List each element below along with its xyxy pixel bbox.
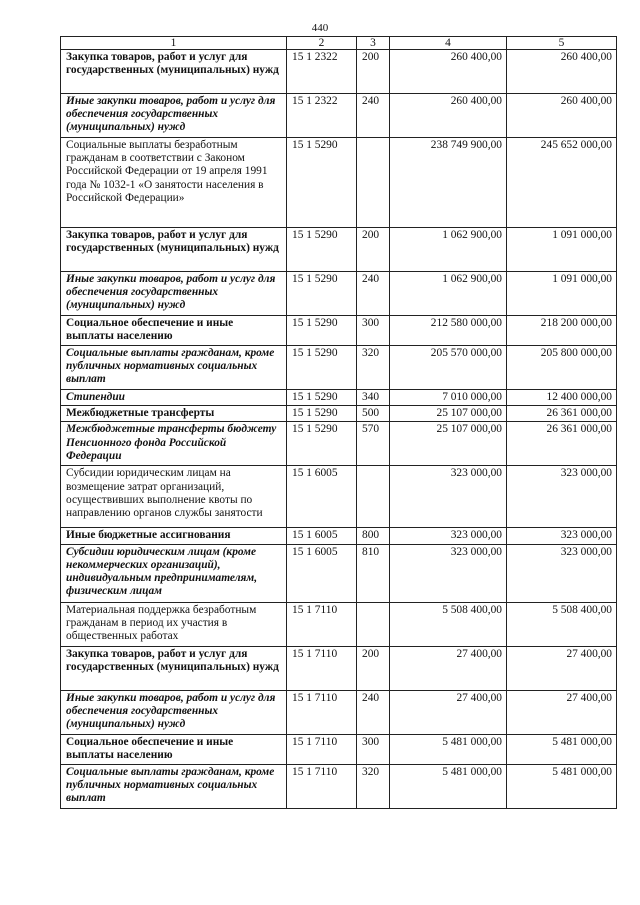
row-amount-year1: 7 010 000,00	[390, 390, 507, 406]
row-amount-year1: 323 000,00	[390, 528, 507, 544]
row-expense-type: 300	[357, 734, 390, 764]
column-header-3: 3	[357, 37, 390, 50]
column-header-1: 1	[61, 37, 287, 50]
row-amount-year2: 323 000,00	[507, 544, 617, 602]
row-amount-year1: 260 400,00	[390, 50, 507, 94]
row-amount-year1: 25 107 000,00	[390, 406, 507, 422]
row-code: 15 1 5290	[287, 228, 357, 272]
row-code: 15 1 5290	[287, 346, 357, 390]
table-row	[61, 544, 617, 602]
row-name: Межбюджетные трансферты бюджету Пенсионного фонда Российской Федерации	[61, 422, 287, 466]
row-expense-type: 200	[357, 50, 390, 94]
row-amount-year2: 245 652 000,00	[507, 138, 617, 228]
column-header-4: 4	[390, 37, 507, 50]
row-expense-type	[357, 138, 390, 228]
row-amount-year1: 260 400,00	[390, 94, 507, 138]
row-code: 15 1 5290	[287, 422, 357, 466]
row-amount-year1: 1 062 900,00	[390, 272, 507, 316]
row-name: Иные закупки товаров, работ и услуг для обеспечения государственных (муниципальных) нужд	[61, 94, 287, 138]
row-expense-type: 300	[357, 316, 390, 346]
row-amount-year2: 260 400,00	[507, 50, 617, 94]
row-name: Закупка товаров, работ и услуг для государственных (муниципальных) нужд	[61, 228, 287, 272]
table-row	[61, 764, 617, 808]
row-expense-type: 810	[357, 544, 390, 602]
table-row	[61, 734, 617, 764]
row-amount-year2: 5 508 400,00	[507, 602, 617, 646]
row-expense-type: 240	[357, 690, 390, 734]
table-row	[61, 316, 617, 346]
table-row	[61, 272, 617, 316]
row-amount-year2: 26 361 000,00	[507, 422, 617, 466]
row-expense-type	[357, 602, 390, 646]
row-expense-type	[357, 466, 390, 528]
row-amount-year2: 1 091 000,00	[507, 228, 617, 272]
row-amount-year2: 218 200 000,00	[507, 316, 617, 346]
row-code: 15 1 7110	[287, 646, 357, 690]
row-name: Иные закупки товаров, работ и услуг для обеспечения государственных (муниципальных) нужд	[61, 272, 287, 316]
row-expense-type: 240	[357, 94, 390, 138]
row-code: 15 1 7110	[287, 734, 357, 764]
row-amount-year2: 205 800 000,00	[507, 346, 617, 390]
row-code: 15 1 7110	[287, 764, 357, 808]
row-code: 15 1 5290	[287, 316, 357, 346]
table-row	[61, 50, 617, 94]
row-name: Закупка товаров, работ и услуг для государственных (муниципальных) нужд	[61, 50, 287, 94]
row-expense-type: 320	[357, 346, 390, 390]
row-code: 15 1 5290	[287, 272, 357, 316]
row-amount-year1: 205 570 000,00	[390, 346, 507, 390]
row-code: 15 1 2322	[287, 50, 357, 94]
row-expense-type: 340	[357, 390, 390, 406]
row-amount-year1: 1 062 900,00	[390, 228, 507, 272]
table-row	[61, 406, 617, 422]
table-row	[61, 528, 617, 544]
row-name: Социальные выплаты гражданам, кроме публичных нормативных социальных выплат	[61, 764, 287, 808]
table-header-row	[61, 37, 617, 50]
row-expense-type: 800	[357, 528, 390, 544]
row-name: Социальное обеспечение и иные выплаты населению	[61, 316, 287, 346]
budget-table	[60, 36, 617, 809]
row-code: 15 1 6005	[287, 544, 357, 602]
row-name: Материальная поддержка безработным гражданам в период их участия в общественных работах	[61, 602, 287, 646]
row-code: 15 1 7110	[287, 690, 357, 734]
row-amount-year2: 5 481 000,00	[507, 734, 617, 764]
row-amount-year1: 5 481 000,00	[390, 734, 507, 764]
row-amount-year1: 5 481 000,00	[390, 764, 507, 808]
table-row	[61, 466, 617, 528]
row-code: 15 1 5290	[287, 138, 357, 228]
row-code: 15 1 2322	[287, 94, 357, 138]
row-amount-year1: 238 749 900,00	[390, 138, 507, 228]
row-amount-year1: 323 000,00	[390, 466, 507, 528]
row-name: Стипендии	[61, 390, 287, 406]
table-row	[61, 138, 617, 228]
row-name: Межбюджетные трансферты	[61, 406, 287, 422]
row-amount-year1: 25 107 000,00	[390, 422, 507, 466]
row-amount-year1: 27 400,00	[390, 690, 507, 734]
table-row	[61, 602, 617, 646]
row-name: Субсидии юридическим лицам (кроме некоммерческих организаций), индивидуальным предпринимателям, физическим лицам	[61, 544, 287, 602]
column-header-5: 5	[507, 37, 617, 50]
table-row	[61, 422, 617, 466]
table-row	[61, 94, 617, 138]
table-row	[61, 690, 617, 734]
row-code: 15 1 6005	[287, 466, 357, 528]
row-name: Иные закупки товаров, работ и услуг для обеспечения государственных (муниципальных) нужд	[61, 690, 287, 734]
row-name: Социальное обеспечение и иные выплаты населению	[61, 734, 287, 764]
row-code: 15 1 7110	[287, 602, 357, 646]
row-expense-type: 200	[357, 646, 390, 690]
row-name: Социальные выплаты гражданам, кроме публичных нормативных социальных выплат	[61, 346, 287, 390]
row-name: Иные бюджетные ассигнования	[61, 528, 287, 544]
row-name: Субсидии юридическим лицам на возмещение затрат организаций, осуществивших выполнение квоты по направлению органов службы занятости	[61, 466, 287, 528]
row-amount-year1: 212 580 000,00	[390, 316, 507, 346]
row-expense-type: 500	[357, 406, 390, 422]
row-expense-type: 570	[357, 422, 390, 466]
row-amount-year1: 27 400,00	[390, 646, 507, 690]
table-row	[61, 390, 617, 406]
page-number: 440	[311, 22, 329, 34]
table-row	[61, 346, 617, 390]
row-amount-year2: 26 361 000,00	[507, 406, 617, 422]
row-name: Социальные выплаты безработным гражданам в соответствии с Законом Российской Федерации от 19 апреля 1991 года № 1032-1 «О занятости населения в Российской Федерации»	[61, 138, 287, 228]
table-row	[61, 646, 617, 690]
row-amount-year2: 323 000,00	[507, 528, 617, 544]
row-amount-year2: 323 000,00	[507, 466, 617, 528]
row-name: Закупка товаров, работ и услуг для государственных (муниципальных) нужд	[61, 646, 287, 690]
row-amount-year2: 5 481 000,00	[507, 764, 617, 808]
row-amount-year2: 12 400 000,00	[507, 390, 617, 406]
row-expense-type: 200	[357, 228, 390, 272]
row-amount-year2: 1 091 000,00	[507, 272, 617, 316]
row-code: 15 1 5290	[287, 390, 357, 406]
row-amount-year1: 5 508 400,00	[390, 602, 507, 646]
row-expense-type: 240	[357, 272, 390, 316]
row-code: 15 1 6005	[287, 528, 357, 544]
row-amount-year1: 323 000,00	[390, 544, 507, 602]
table-body	[61, 50, 617, 809]
column-header-2: 2	[287, 37, 357, 50]
row-code: 15 1 5290	[287, 406, 357, 422]
row-amount-year2: 27 400,00	[507, 646, 617, 690]
row-amount-year2: 260 400,00	[507, 94, 617, 138]
row-amount-year2: 27 400,00	[507, 690, 617, 734]
row-expense-type: 320	[357, 764, 390, 808]
table-row	[61, 228, 617, 272]
